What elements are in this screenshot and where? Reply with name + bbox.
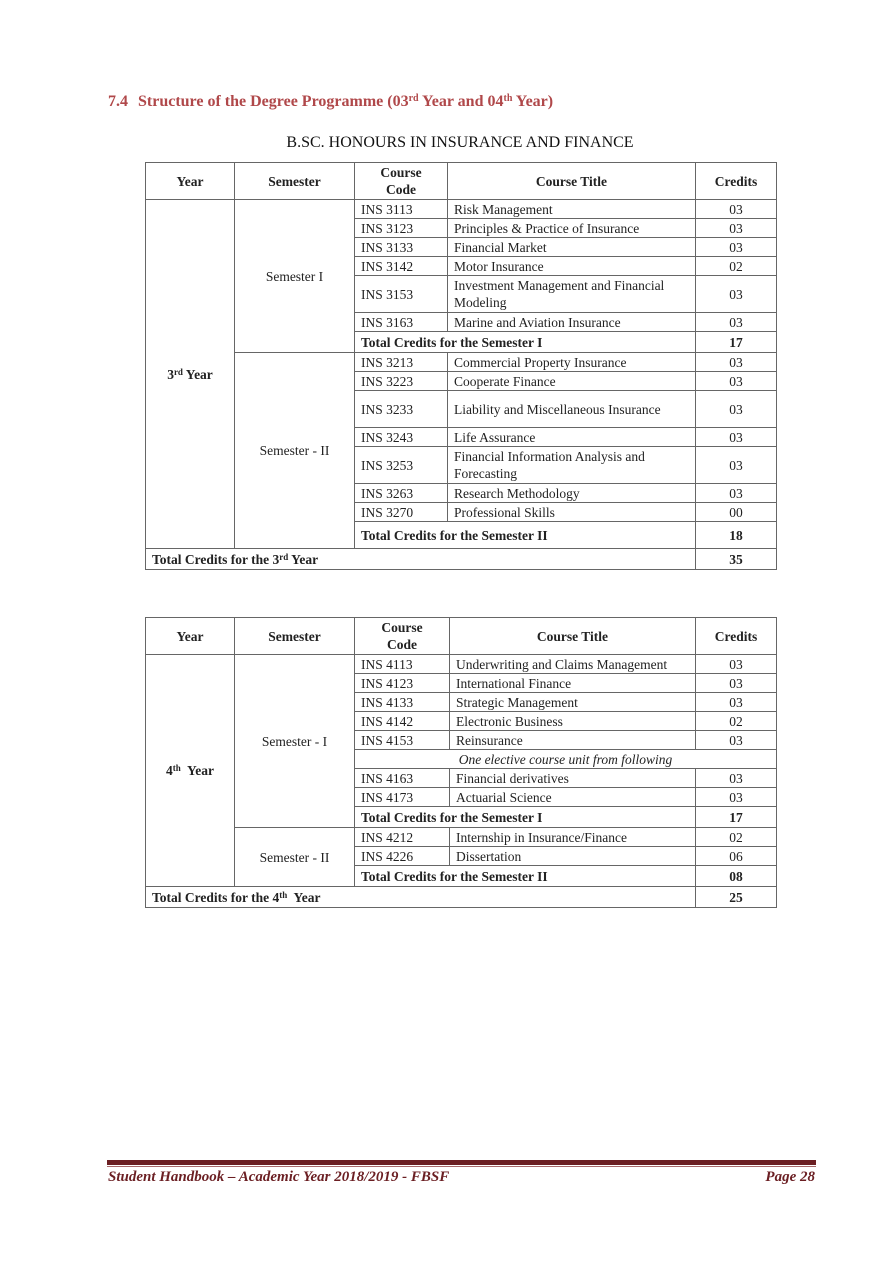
semester-total-credits: 18	[696, 522, 777, 549]
course-title: Liability and Miscellaneous Insurance	[448, 391, 696, 428]
course-credits: 03	[696, 219, 777, 238]
course-title: Life Assurance	[448, 428, 696, 447]
course-credits: 03	[696, 313, 777, 332]
section-number: 7.4	[108, 93, 128, 110]
course-title: Commercial Property Insurance	[448, 353, 696, 372]
course-code: INS 3243	[355, 428, 448, 447]
course-title: Internship in Insurance/Finance	[450, 828, 696, 847]
programme-title: B.SC. HONOURS IN INSURANCE AND FINANCE	[286, 134, 634, 151]
course-credits: 02	[696, 257, 777, 276]
semester-label: Semester - II	[235, 828, 355, 887]
course-credits: 03	[696, 238, 777, 257]
course-credits: 00	[696, 503, 777, 522]
course-credits: 03	[696, 655, 777, 674]
year-label: 4th Year	[146, 655, 235, 887]
course-credits: 02	[696, 828, 777, 847]
course-title: Actuarial Science	[450, 788, 696, 807]
semester-total-label: Total Credits for the Semester II	[355, 522, 696, 549]
footer-rule-thin	[107, 1166, 816, 1167]
header-year: Year	[146, 618, 235, 655]
course-title: Financial Market	[448, 238, 696, 257]
course-credits: 03	[696, 372, 777, 391]
footer-rule	[107, 1160, 816, 1165]
course-credits: 03	[696, 788, 777, 807]
course-title: Financial derivatives	[450, 769, 696, 788]
course-credits: 03	[696, 200, 777, 219]
year-total-label: Total Credits for the 3rd Year	[146, 549, 696, 570]
course-code: INS 4226	[355, 847, 450, 866]
course-row	[146, 828, 777, 847]
course-code: INS 3163	[355, 313, 448, 332]
course-title: Motor Insurance	[448, 257, 696, 276]
course-code: INS 4212	[355, 828, 450, 847]
course-credits: 02	[696, 712, 777, 731]
semester-total-credits: 08	[696, 866, 777, 887]
course-code: INS 4133	[355, 693, 450, 712]
semester-total-label: Total Credits for the Semester II	[355, 866, 696, 887]
header-year: Year	[146, 163, 235, 200]
course-code: INS 4153	[355, 731, 450, 750]
header-course-code: Course Code	[355, 163, 448, 200]
year-total-row	[146, 549, 777, 570]
course-credits: 03	[696, 769, 777, 788]
table-header-row	[146, 618, 777, 655]
header-course-title: Course Title	[448, 163, 696, 200]
course-code: INS 3213	[355, 353, 448, 372]
course-code: INS 4173	[355, 788, 450, 807]
semester-total-credits: 17	[696, 807, 777, 828]
course-title: Reinsurance	[450, 731, 696, 750]
course-title: Financial Information Analysis and Forecasting	[448, 447, 696, 484]
course-code: INS 3270	[355, 503, 448, 522]
course-credits: 03	[696, 693, 777, 712]
course-credits: 03	[696, 276, 777, 313]
semester-label: Semester - II	[235, 353, 355, 549]
course-title: Principles & Practice of Insurance	[448, 219, 696, 238]
course-title: Underwriting and Claims Management	[450, 655, 696, 674]
year-label: 3rd Year	[146, 200, 235, 549]
course-code: INS 3153	[355, 276, 448, 313]
course-title: Electronic Business	[450, 712, 696, 731]
course-code: INS 3113	[355, 200, 448, 219]
section-title-text: Structure of the Degree Programme (03rd Year and 04th Year)	[138, 93, 554, 110]
course-title: Marine and Aviation Insurance	[448, 313, 696, 332]
course-title: Professional Skills	[448, 503, 696, 522]
header-course-title: Course Title	[450, 618, 696, 655]
course-code: INS 3223	[355, 372, 448, 391]
course-title: Strategic Management	[450, 693, 696, 712]
course-code: INS 3233	[355, 391, 448, 428]
course-credits: 03	[696, 674, 777, 693]
course-row	[146, 353, 777, 372]
header-semester: Semester	[235, 163, 355, 200]
course-credits: 03	[696, 428, 777, 447]
semester-label: Semester I	[235, 200, 355, 353]
section-heading	[108, 93, 553, 111]
elective-note: One elective course unit from following	[355, 750, 777, 769]
course-code: INS 3253	[355, 447, 448, 484]
year-total-row	[146, 887, 777, 908]
course-code: INS 4142	[355, 712, 450, 731]
header-credits: Credits	[696, 618, 777, 655]
course-credits: 06	[696, 847, 777, 866]
year3-course-table	[145, 162, 777, 570]
semester-total-label: Total Credits for the Semester I	[355, 332, 696, 353]
course-credits: 03	[696, 391, 777, 428]
course-credits: 03	[696, 353, 777, 372]
course-code: INS 3123	[355, 219, 448, 238]
course-title: Research Methodology	[448, 484, 696, 503]
semester-total-label: Total Credits for the Semester I	[355, 807, 696, 828]
semester-label: Semester - I	[235, 655, 355, 828]
course-credits: 03	[696, 731, 777, 750]
course-row	[146, 655, 777, 674]
year-total-credits: 25	[696, 887, 777, 908]
course-code: INS 4113	[355, 655, 450, 674]
footer-handbook-title: Student Handbook – Academic Year 2018/2019 - FBSF	[108, 1169, 450, 1185]
course-row	[146, 200, 777, 219]
course-code: INS 3133	[355, 238, 448, 257]
footer-page-number: Page 28	[765, 1169, 815, 1185]
course-title: Dissertation	[450, 847, 696, 866]
course-code: INS 4123	[355, 674, 450, 693]
course-code: INS 4163	[355, 769, 450, 788]
course-credits: 03	[696, 447, 777, 484]
semester-total-credits: 17	[696, 332, 777, 353]
header-semester: Semester	[235, 618, 355, 655]
year-total-label: Total Credits for the 4th Year	[146, 887, 696, 908]
header-course-code: Course Code	[355, 618, 450, 655]
course-title: Investment Management and Financial Modeling	[448, 276, 696, 313]
header-credits: Credits	[696, 163, 777, 200]
course-title: Risk Management	[448, 200, 696, 219]
course-code: INS 3263	[355, 484, 448, 503]
course-title: Cooperate Finance	[448, 372, 696, 391]
year-total-credits: 35	[696, 549, 777, 570]
course-credits: 03	[696, 484, 777, 503]
table-header-row	[146, 163, 777, 200]
course-title: International Finance	[450, 674, 696, 693]
course-code: INS 3142	[355, 257, 448, 276]
year4-course-table	[145, 617, 777, 908]
